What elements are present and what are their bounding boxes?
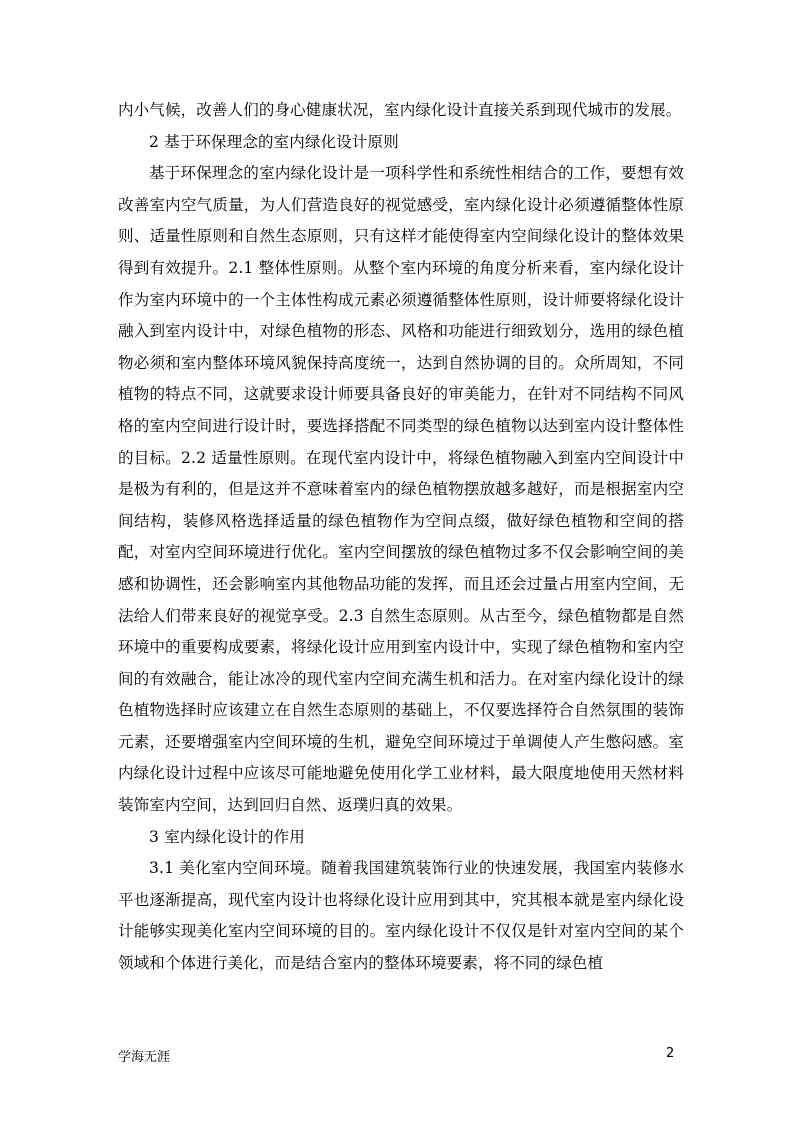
paragraph-functions: 3.1 美化室内空间环境。随着我国建筑装饰行业的快速发展，我国室内装修水平也逐渐提高，现代室内设计也将绿化设计应用到其中，究其根本就是室内绿化设计能够实现美化室内空间环境的目的。室内绿化设计不仅仅是针对室内空间的某个领域和个体进行美化，而是结合室内的整体环境要素，将不同的绿色植	[118, 859, 684, 973]
page-number: 2	[666, 1046, 675, 1061]
section-heading-2: 2 基于环保理念的室内绿化设计原则	[149, 132, 399, 151]
footer-text: 学海无涯	[118, 1050, 171, 1065]
paragraph-continuation: 内小气候，改善人们的身心健康状况，室内绿化设计直接关系到现代城市的发展。	[118, 101, 682, 119]
section-heading-3: 3 室内绿化设计的作用	[149, 827, 305, 846]
paragraph-principles: 基于环保理念的室内绿化设计是一项科学性和系统性相结合的工作，要想有效改善室内空气质量，为人们营造良好的视觉感受，室内绿化设计必须遵循整体性原则、适量性原则和自然生态原则，只有这样才能使得室内空间绿化设计的整体效果得到有效提升。2.1 整体性原则。从整个室内环境的角度分析来看，室内绿化设计作为室内环境中的一个主体性构成元素必须遵循整体性原则，设计师要将绿化设计融入到室内设计中，对绿色植物的形态、风格和功能进行细致划分，选用的绿色植物必须和室内整体环境风貌保持高度统一，达到自然协调的目的。众所周知，不同植物的特点不同，这就要求设计师要具备良好的审美能力，在针对不同结构不同风格的室内空间进行设计时，要选择搭配不同类型的绿色植物以达到室内设计整体性的目标。2.2 适量性原则。在现代室内设计中，将绿色植物融入到室内空间设计中是极为有利的，但是这并不意味着室内的绿色植物摆放越多越好，而是根据室内空间结构，装修风格选择适量的绿色植物作为空间点缀，做好绿色植物和空间的搭配，对室内空间环境进行优化。室内空间摆放的绿色植物过多不仅会影响空间的美感和协调性，还会影响室内其他物品功能的发挥，而且还会过量占用室内空间，无法给人们带来良好的视觉享受。2.3 自然生态原则。从古至今，绿色植物都是自然环境中的重要构成要素，将绿化设计应用到室内设计中，实现了绿色植物和室内空间的有效融合，能让冰冷的现代室内空间充满生机和活力。在对室内绿化设计的绿色植物选择时应该建立在自然生态原则的基础上，不仅要选择符合自然氛围的装饰元素，还要增强室内空间环境的生机，避免空间环境过于单调使人产生憋闷感。室内绿化设计过程中应该尽可能地避免使用化学工业材料，最大限度地使用天然材料装饰室内空间，达到回归自然、返璞归真的效果。	[118, 164, 684, 815]
body-text	[118, 95, 684, 980]
